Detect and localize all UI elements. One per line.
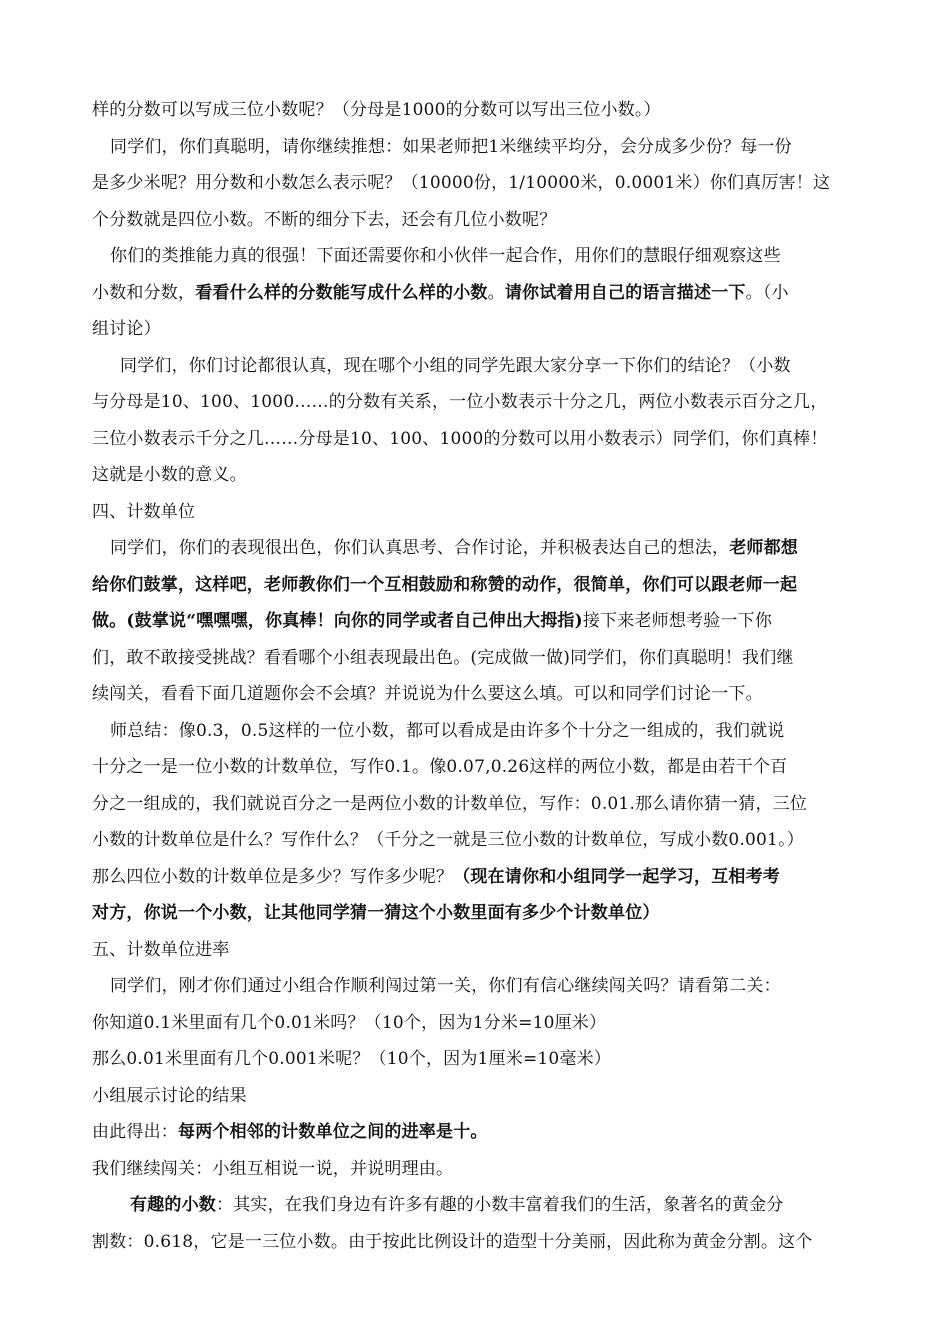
text-line [92, 859, 862, 896]
text-run: 。（小 [745, 282, 789, 303]
text-run: ：其实，在我们身边有许多有趣的小数丰富着我们的生活，象著名的黄金分 [216, 1195, 784, 1215]
text-run: 同学们，你们真聪明，请你继续推想：如果老师把1米继续平均分，会分成多少份？每一份 [110, 136, 792, 157]
text-run: 样的分数可以写成三位小数呢？（分母是1000的分数可以写出三位小数。） [92, 100, 661, 120]
text-line [92, 1005, 862, 1042]
text-run: 我们继续闯关：小组互相说一说，并说明理由。 [92, 1158, 454, 1179]
text-run: 与分母是10、100、1000……的分数有关系，一位小数表示十分之几，两位小数表示百分之几， [92, 392, 828, 412]
text-line [92, 640, 862, 677]
text-run: 小组展示讨论的结果 [92, 1085, 247, 1106]
bold-text: 对方，你说一个小数，让其他同学猜一猜这个小数里面有多少个计数单位） [92, 903, 660, 923]
text-run: 小数的计数单位是什么？写作什么？（千分之一就是三位小数的计数单位，写成小数0.001。） [92, 830, 804, 850]
text-run: 同学们，你们讨论都很认真，现在哪个小组的同学先跟大家分享一下你们的结论？（小数 [120, 355, 791, 376]
text-line [92, 92, 862, 129]
text-line [92, 1041, 862, 1078]
text-run: 们，敢不敢接受挑战？看看哪个小组表现最出色。(完成做一做)同学们，你们真聪明！我们继 [92, 647, 794, 668]
bold-text: 给你们鼓掌，这样吧，老师教你们一个互相鼓励和称赞的动作，很简单，你们可以跟老师一起 [92, 574, 798, 595]
text-line [92, 311, 862, 348]
text-run: 同学们，刚才你们通过小组合作顺利闯过第一关，你们有信心继续闯关吗？请看第二关： [110, 976, 781, 996]
text-run: 三位小数表示千分之几……分母是10、100、1000的分数可以用小数表示）同学们，你们真棒！ [92, 428, 828, 449]
bold-text: （现在请你和小组同学一起学习，互相考考 [453, 866, 781, 887]
text-line [92, 348, 862, 385]
text-line [92, 713, 862, 750]
text-line [92, 932, 862, 969]
text-line [92, 786, 862, 823]
text-line [92, 165, 862, 202]
text-line [92, 202, 862, 239]
bold-text: 做。(鼓掌说“嘿嘿嘿，你真棒！向你的同学或者自己伸出大拇指) [92, 611, 583, 631]
bold-text: 每两个相邻的计数单位之间的进率是十。 [178, 1122, 488, 1142]
text-line [92, 749, 862, 786]
text-line [92, 895, 862, 932]
text-line [92, 1187, 862, 1224]
text-run: 五、计数单位进率 [92, 939, 230, 960]
text-line [92, 968, 862, 1005]
text-line [92, 384, 862, 421]
text-run: 小数和分数， [92, 282, 196, 303]
text-run: 十分之一是一位小数的计数单位，写作0.1。像0.07,0.26这样的两位小数，都是由若干个百 [92, 757, 788, 777]
text-run: 那么0.01米里面有几个0.001米呢？（10个，因为1厘米=10毫米） [92, 1049, 612, 1069]
text-line [92, 676, 862, 713]
bold-text: 看看什么样的分数能写成什么样的小数 [195, 282, 488, 303]
text-line [92, 530, 862, 567]
text-line [92, 822, 862, 859]
text-run: 割数：0.618，它是一三位小数。由于按此比例设计的造型十分美丽，因此称为黄金分割。这个 [92, 1231, 813, 1252]
bold-text: 请你试着用自己的语言描述一下 [504, 282, 746, 303]
text-run: 。 [487, 282, 505, 303]
text-line [92, 275, 862, 312]
text-line [92, 457, 862, 494]
text-line [92, 603, 862, 640]
text-line [92, 1151, 862, 1188]
text-run: 师总结：像0.3，0.5这样的一位小数，都可以看成是由许多个十分之一组成的，我们就说 [110, 720, 785, 741]
text-run: 组讨论） [92, 319, 161, 339]
text-run: 这就是小数的意义。 [92, 465, 247, 485]
bold-text: 老师都想 [729, 538, 799, 558]
text-line [92, 567, 862, 604]
text-line [92, 238, 862, 275]
text-line [92, 421, 862, 458]
text-run: 分之一组成的，我们就说百分之一是两位小数的计数单位，写作：0.01.那么请你猜一猜，三位 [92, 793, 808, 814]
text-line [92, 1078, 862, 1115]
text-run: 四、计数单位 [92, 501, 196, 522]
text-run: 个分数就是四位小数。不断的细分下去，还会有几位小数呢？ [92, 209, 557, 230]
text-run: 续闯关，看看下面几道题你会不会填？并说说为什么要这么填。可以和同学们讨论一下。 [92, 684, 763, 704]
text-run: 你知道0.1米里面有几个0.01米吗？（10个，因为1分米=10厘米） [92, 1012, 607, 1033]
text-line [92, 494, 862, 531]
text-run: 你们的类推能力真的很强！下面还需要你和小伙伴一起合作，用你们的慧眼仔细观察这些 [110, 246, 781, 266]
text-run: 接下来老师想考验一下你 [582, 611, 773, 631]
text-run: 是多少米呢？用分数和小数怎么表示呢？（10000份，1/10000米，0.0001米）你们真厉害！这 [92, 173, 831, 193]
text-line [92, 1224, 862, 1261]
text-run: 同学们，你们的表现很出色，你们认真思考、合作讨论，并积极表达自己的想法， [110, 538, 730, 558]
text-run: 那么四位小数的计数单位是多少？写作多少呢？ [92, 866, 454, 887]
text-line [92, 129, 862, 166]
bold-text: 有趣的小数 [130, 1195, 216, 1215]
text-line [92, 1114, 862, 1151]
text-run: 由此得出： [92, 1122, 178, 1142]
